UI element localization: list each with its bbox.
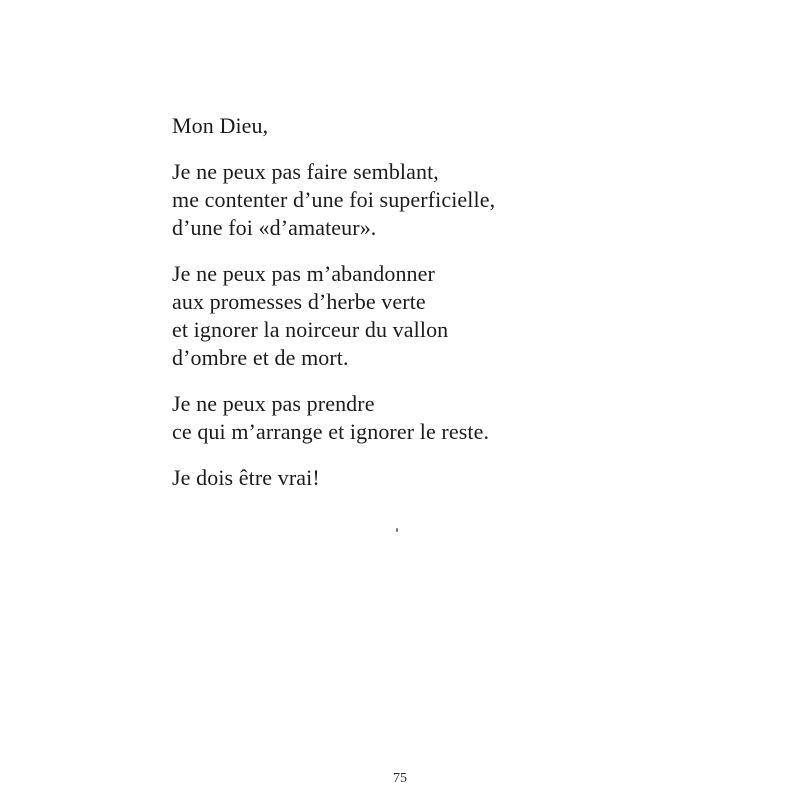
poem-line: Je ne peux pas prendre xyxy=(172,391,375,416)
poem-line: ce qui m’arrange et ignorer le reste. xyxy=(172,419,490,444)
poem-line: Je ne peux pas m’abandonner xyxy=(172,261,435,286)
page-number: 75 xyxy=(393,771,407,786)
poem-stanza-1 xyxy=(172,158,632,242)
poem-line: d’ombre et de mort. xyxy=(172,345,349,370)
poem-line: aux promesses d’herbe verte xyxy=(172,289,426,314)
poem-stanza-3 xyxy=(172,390,632,446)
poem-salutation: Mon Dieu, xyxy=(172,113,269,138)
poem-stanza-4 xyxy=(172,464,632,492)
poem-line: d’une foi «d’amateur». xyxy=(172,215,377,240)
poem-line: et ignorer la noirceur du vallon xyxy=(172,317,449,342)
poem-line: Je dois être vrai! xyxy=(172,465,320,490)
poem-line: me contenter d’une foi superficielle, xyxy=(172,187,496,212)
poem-stanza-2 xyxy=(172,260,632,372)
paper-speck xyxy=(396,528,398,532)
poem-line: Je ne peux pas faire semblant, xyxy=(172,159,439,184)
poem xyxy=(172,112,632,510)
